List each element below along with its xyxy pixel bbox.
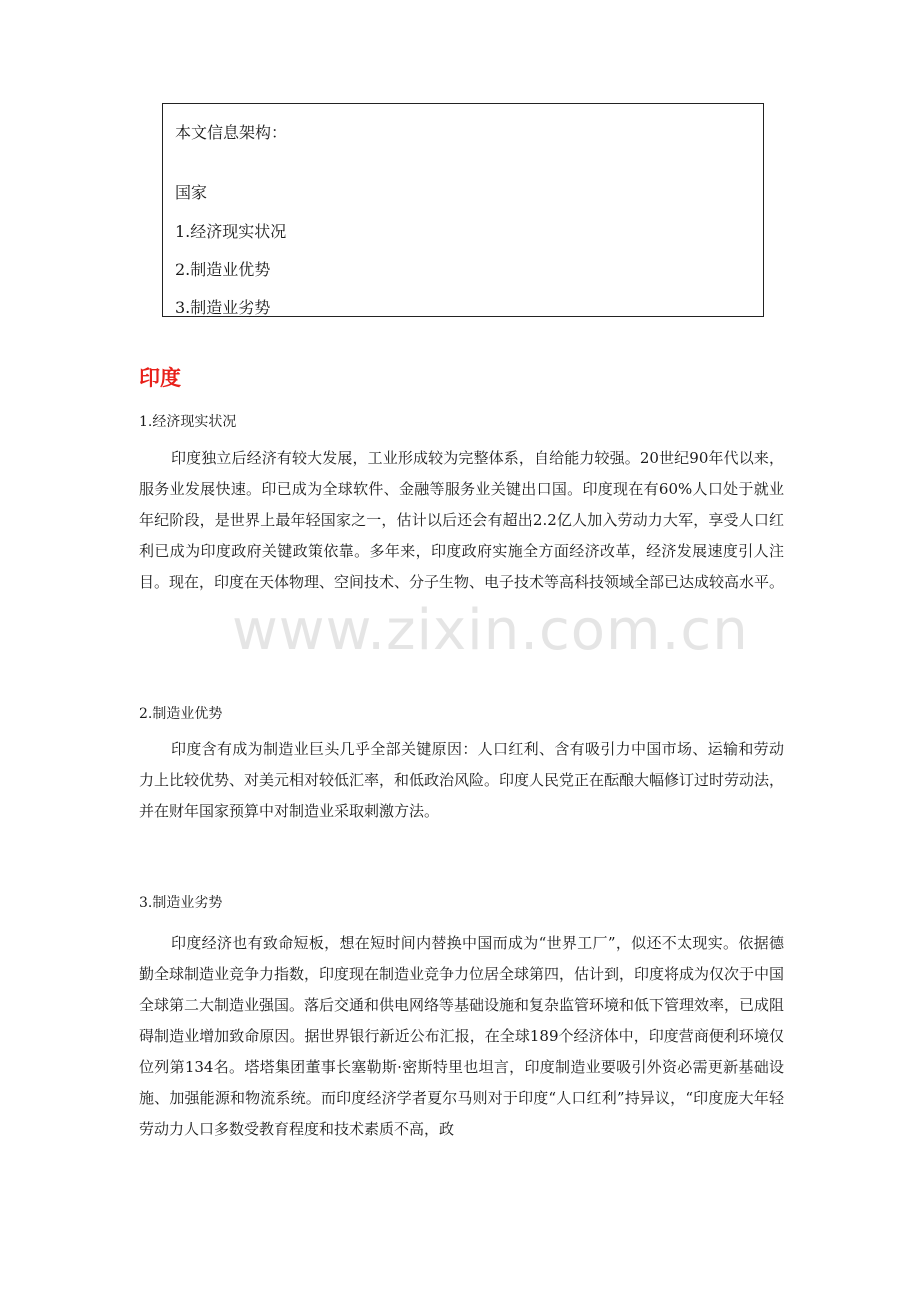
section-heading-advantage: 2.制造业优势 — [139, 706, 223, 722]
outline-item-economy: 1.经济现实状况 — [175, 222, 287, 241]
outline-country-label: 国家 — [175, 183, 208, 202]
country-title: 印度 — [139, 366, 181, 390]
section-heading-economy: 1.经济现实状况 — [139, 414, 237, 430]
outline-item-disadvantage: 3.制造业劣势 — [175, 298, 271, 317]
section-body-disadvantage: 印度经济也有致命短板，想在短时间内替换中国而成为“世界工厂”，似还不太现实。依据德勤全球制造业竞争力指数，印度现在制造业竞争力位居全球第四，估计到，印度将成为仅次于中国全球第二大制造业强国。落后交通和供电网络等基础设施和复杂监管环境和低下管理效率，已成阻碍制造业增加致命原因。据世界银行新近公布汇报，在全球189个经济体中，印度营商便利环境仅位列第134名。塔塔集团董事长塞勒斯·密斯特里也坦言，印度制造业要吸引外资必需更新基础设施、加强能源和物流系统。而印度经济学者夏尔马则对于印度“人口红利”持异议，“印度庞大年轻劳动力人口多数受教育程度和技术素质不高，政 — [139, 934, 785, 1138]
outline-box — [162, 103, 764, 317]
section-body-economy: 印度独立后经济有较大发展，工业形成较为完整体系，自给能力较强。20世纪90年代以来，服务业发展快速。印已成为全球软件、金融等服务业关键出口国。印度现在有60%人口处于就业年纪阶段，是世界上最年轻国家之一，估计以后还会有超出2.2亿人加入劳动力大军，享受人口红利已成为印度政府关键政策依靠。多年来，印度政府实施全方面经济改革，经济发展速度引人注目。现在，印度在天体物理、空间技术、分子生物、电子技术等高科技领域全部已达成较高水平。 — [139, 449, 785, 591]
outline-heading: 本文信息架构： — [175, 123, 288, 142]
watermark: www.zixin.com.cn — [232, 598, 749, 663]
section-heading-disadvantage: 3.制造业劣势 — [139, 895, 223, 911]
outline-item-advantage: 2.制造业优势 — [175, 260, 271, 279]
section-body-advantage: 印度含有成为制造业巨头几乎全部关键原因：人口红利、含有吸引力中国市场、运输和劳动力上比较优势、对美元相对较低汇率，和低政治风险。印度人民党正在酝酿大幅修订过时劳动法，并在财年国家预算中对制造业采取刺激方法。 — [139, 740, 785, 820]
